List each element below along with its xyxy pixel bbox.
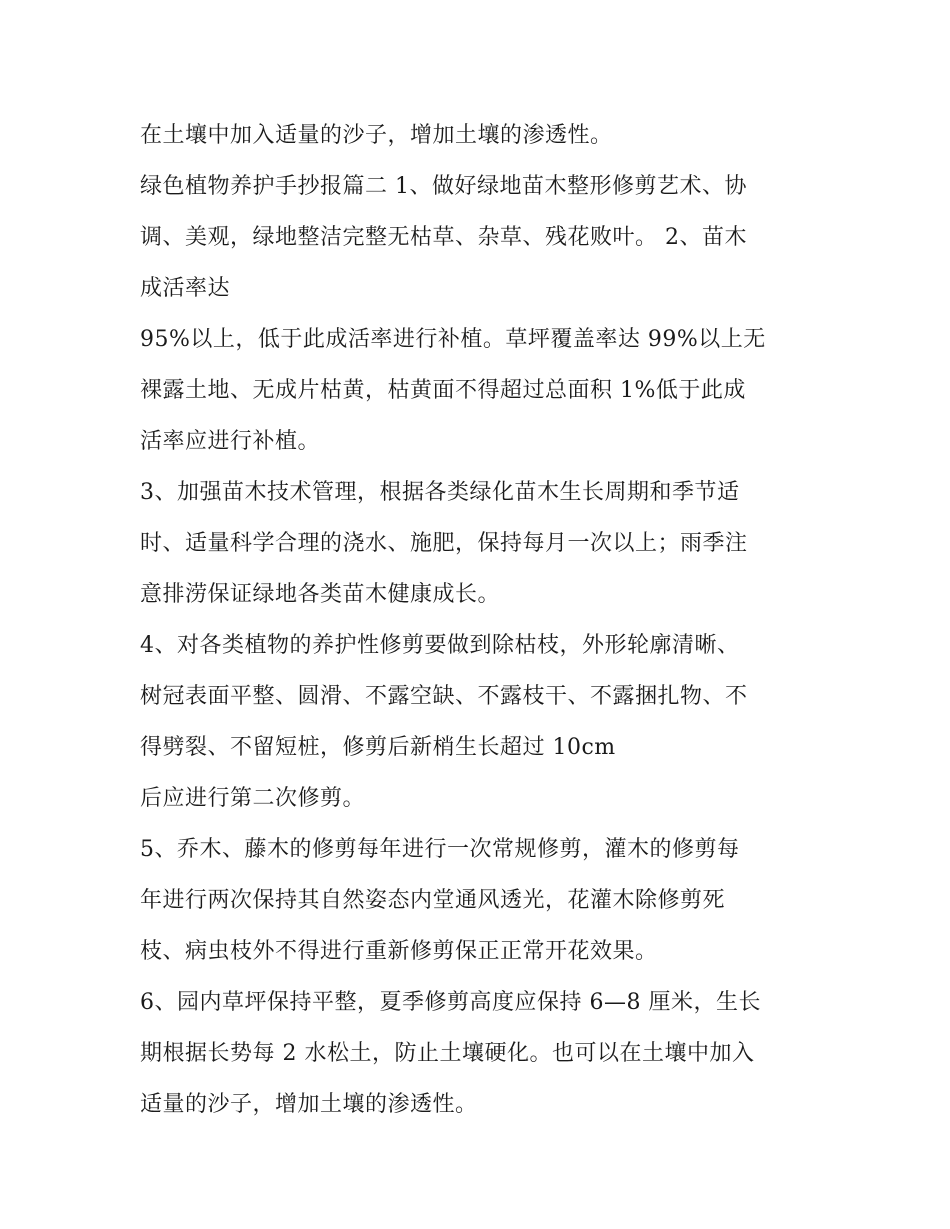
text-line: 调、美观，绿地整洁完整无枯草、杂草、残花败叶。 2、苗木 [140, 225, 747, 250]
text-line: 意排涝保证绿地各类苗木健康成长。 [140, 582, 501, 607]
text-line: 树冠表面平整、圆滑、不露空缺、不露枝干、不露捆扎物、不 [140, 684, 748, 709]
text-line: 绿色植物养护手抄报篇二 1、做好绿地苗木整形修剪艺术、协 [140, 174, 747, 199]
text-line: 4、对各类植物的养护性修剪要做到除枯枝，外形轮廓清晰、 [140, 633, 740, 658]
text-line: 95%以上，低于此成活率进行补植。草坪覆盖率达 99%以上无 [140, 327, 766, 352]
document-body [140, 110, 820, 1130]
text-line: 活率应进行补植。 [140, 429, 321, 454]
text-line: 6、园内草坪保持平整，夏季修剪高度应保持 6—8 厘米，生长 [140, 990, 761, 1015]
text-line: 3、加强苗木技术管理，根据各类绿化苗木生长周期和季节适 [140, 480, 740, 505]
text-line: 适量的沙子，增加土壤的渗透性。 [140, 1092, 478, 1117]
text-line: 成活率达 [140, 276, 231, 301]
text-line: 在土壤中加入适量的沙子，增加土壤的渗透性。 [140, 123, 613, 148]
text-line: 时、适量科学合理的浇水、施肥，保持每月一次以上；雨季注 [140, 531, 748, 556]
text-line: 得劈裂、不留短桩，修剪后新梢生长超过 10cm [140, 735, 616, 760]
text-line: 裸露土地、无成片枯黄，枯黄面不得超过总面积 1%低于此成 [140, 378, 746, 403]
text-line: 期根据长势每 2 水松土，防止土壤硬化。也可以在土壤中加入 [140, 1041, 755, 1066]
text-line: 5、乔木、藤木的修剪每年进行一次常规修剪，灌木的修剪每 [140, 837, 740, 862]
text-line: 后应进行第二次修剪。 [140, 786, 366, 811]
text-line: 枝、病虫枝外不得进行重新修剪保正正常开花效果。 [140, 939, 658, 964]
text-line: 年进行两次保持其自然姿态内堂通风透光，花灌木除修剪死 [140, 888, 726, 913]
